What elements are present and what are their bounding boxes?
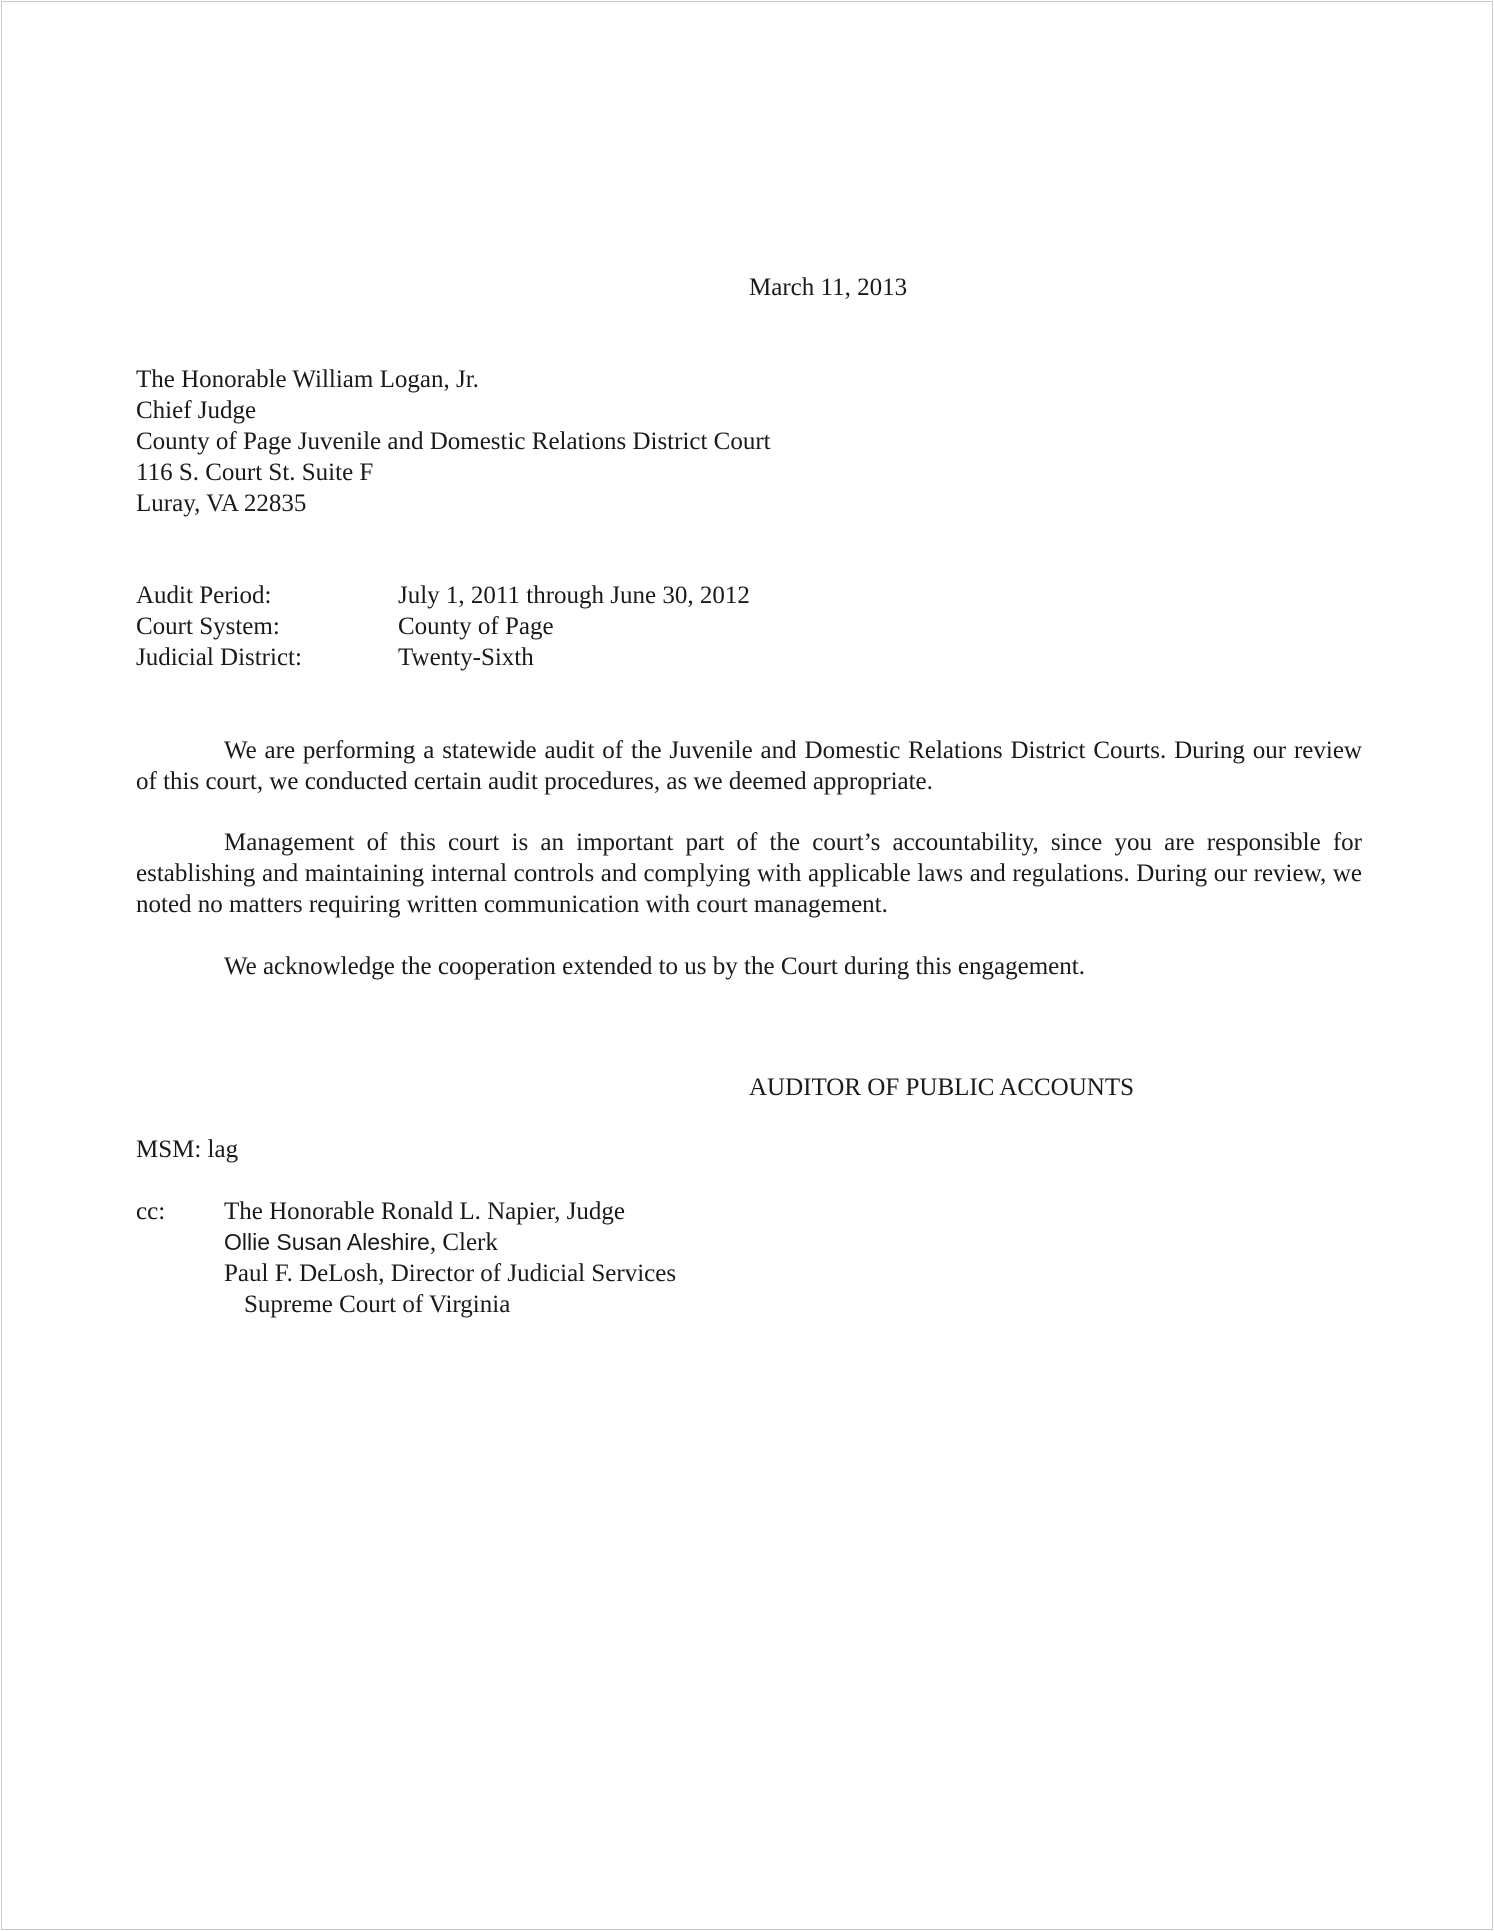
recipient-street: 116 S. Court St. Suite F [136, 459, 374, 486]
court-system-value: County of Page [398, 613, 554, 640]
letter-page [1, 1, 1493, 1930]
audit-period-value: July 1, 2011 through June 30, 2012 [398, 582, 750, 609]
cc-list [224, 1196, 676, 1320]
letter-date: March 11, 2013 [749, 274, 908, 301]
cc-label: cc: [136, 1198, 166, 1225]
recipient-title: Chief Judge [136, 397, 257, 424]
cc-recipient: The Honorable Ronald L. Napier, Judge [224, 1198, 625, 1225]
cc-recipient-clerk [224, 1227, 676, 1258]
clerk-title: , Clerk [429, 1229, 498, 1256]
signature-block: AUDITOR OF PUBLIC ACCOUNTS [749, 1074, 1135, 1101]
recipient-city: Luray, VA 22835 [136, 490, 307, 517]
recipient-court: County of Page Juvenile and Domestic Relations District Court [136, 428, 771, 455]
body-paragraph: Management of this court is an important part of the court’s accountability, since you are responsible for establishing and maintaining internal controls and complying with applicable laws and regulations. During our review, we noted no matters requiring written communication with court management. [136, 829, 1362, 918]
body-paragraph: We acknowledge the cooperation extended to us by the Court during this engagement. [224, 953, 1085, 980]
clerk-name: Ollie Susan Aleshire [224, 1229, 430, 1255]
judicial-district-value: Twenty-Sixth [398, 644, 534, 671]
recipient-name: The Honorable William Logan, Jr. [136, 366, 479, 393]
reference-initials: MSM: lag [136, 1136, 239, 1163]
judicial-district-label: Judicial District: [136, 644, 302, 671]
court-system-label: Court System: [136, 613, 280, 640]
recipient-address [136, 364, 771, 519]
cc-recipient-org: Supreme Court of Virginia [244, 1291, 511, 1318]
cc-recipient: Paul F. DeLosh, Director of Judicial Services [224, 1260, 677, 1287]
body-paragraph: We are performing a statewide audit of the Juvenile and Domestic Relations District Courts. During our review of this court, we conducted certain audit procedures, as we deemed appropriate. [136, 737, 1362, 795]
audit-period-label: Audit Period: [136, 582, 272, 609]
